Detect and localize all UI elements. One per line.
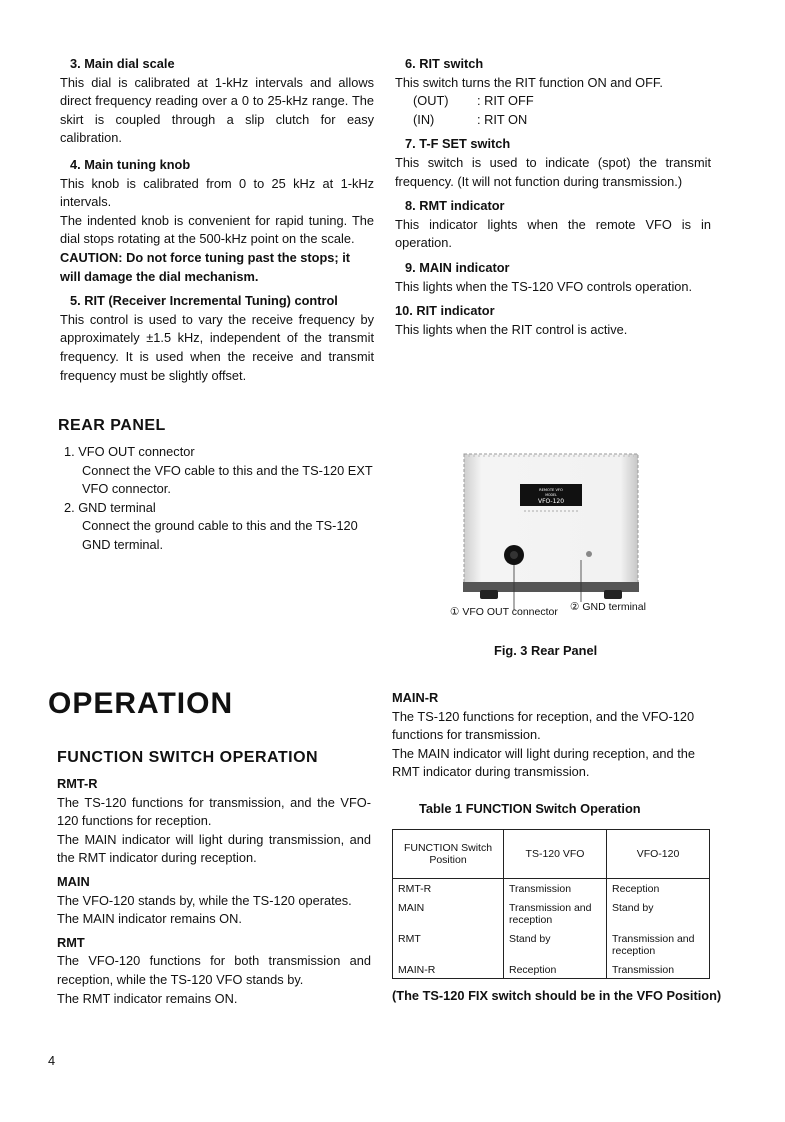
table-row [393,879,710,898]
main-body-1: The VFO-120 stands by, while the TS-120 operates. [57,892,352,908]
rit-out-label: (OUT) [413,93,449,109]
table-cell: MAIN-R [393,960,504,979]
rmt-title: RMT [57,934,85,950]
left-column [60,55,374,385]
section-9-title: 9. MAIN indicator [405,259,510,275]
right-column [395,55,711,339]
rear-panel-list [64,443,376,555]
table-cell: Reception [607,879,710,898]
rit-switch-states [395,92,711,129]
mainr-section [392,689,710,782]
callout-1-text: VFO OUT connector [462,606,558,618]
callout-2-number: ② [570,601,580,613]
section-3-body: This dial is calibrated at 1-kHz intervals and allows direct frequency reading over a 0 to 25-kHz range. The skirt is coupled through a slip clutch for easy calibration. [60,74,374,146]
rit-in-value: : RIT ON [477,111,528,127]
rmtr-title: RMT-R [57,776,98,791]
rmt-body-2: The RMT indicator remains ON. [57,990,238,1006]
vfo-cabinet [464,454,638,584]
right-foot [604,590,622,599]
function-table [392,829,710,979]
table-caption: Table 1 FUNCTION Switch Operation [419,801,641,816]
operation-title: OPERATION [48,687,234,720]
rear-item-1-title: 1. VFO OUT connector [64,444,195,459]
mainr-title: MAIN-R [392,690,439,705]
section-3-title: 3. Main dial scale [70,56,175,71]
rmt-body-1: The VFO-120 functions for both transmission and reception, while the TS-120 VFO stands by. [57,953,371,987]
table-note: (The TS-120 FIX switch should be in the VFO Position) [392,988,722,1003]
page-number: 4 [48,1053,56,1068]
table-cell: RMT [393,929,504,960]
table-cell: Stand by [607,898,710,929]
table-cell: Transmission and reception [607,929,710,960]
table-cell: RMT-R [393,879,504,898]
callout-2-text: GND terminal [582,601,646,613]
rear-item-1-body: Connect the VFO cable to this and the TS-120 EXT VFO connector. [82,462,373,497]
section-4-title: 4. Main tuning knob [70,156,191,172]
table-cell: MAIN [393,898,504,929]
rear-item-2-title: 2. GND terminal [64,499,156,515]
header-position: FUNCTION Switch Position [393,830,504,879]
section-4-body-2: The indented knob is convenient for rapid tuning. The dial stops rotating at the 500-kHz point on the scale. [60,212,374,247]
section-5-title: 5. RIT (Receiver Incremental Tuning) control [70,293,338,309]
table-cell: Transmission [607,960,710,979]
section-8-title: 8. RMT indicator [405,198,505,214]
main-body-2: The MAIN indicator remains ON. [57,911,242,927]
callout-2 [570,600,646,614]
mainr-body-2: The MAIN indicator will light during reception, and the RMT indicator during transmission. [392,745,696,780]
section-9-body: This lights when the TS-120 VFO controls operation. [395,278,693,294]
table-cell: Transmission and reception [504,898,607,929]
rit-in-label: (IN) [413,111,435,127]
table-row [393,929,710,960]
function-table-wrap [392,829,710,979]
table-cell: Transmission [504,879,607,898]
function-switch-title: FUNCTION SWITCH OPERATION [57,749,319,766]
rear-item-2-body: Connect the ground cable to this and the TS-120 GND terminal. [82,518,358,552]
plate-line-1: REMOTE VFO [539,488,563,492]
table-row [393,960,710,979]
table-cell: Reception [504,960,607,979]
rear-panel-photo [460,444,642,614]
callout-1 [450,605,558,619]
plate-line-3: VFO-120 [537,498,565,505]
section-5-body: This control is used to vary the receive frequency by approximately ±1.5 kHz, independent of the transmit frequency. It is used when the receive and transmit frequency must be slightly offset. [60,311,374,383]
header-vfo120: VFO-120 [607,830,710,879]
plate-line-2: MODEL [545,493,557,497]
mainr-body-1: The TS-120 functions for reception, and the VFO-120 functions for transmission. [392,708,695,743]
main-title: MAIN [57,873,90,889]
section-6-body: This switch turns the RIT function ON and OFF. [395,74,663,90]
section-10-title: 10. RIT indicator [395,303,495,319]
function-switch-modes [57,775,371,1008]
table-row [393,898,710,929]
left-foot [480,590,498,599]
rear-panel-title: REAR PANEL [58,417,166,434]
rmtr-body-2: The MAIN indicator will light during transmission, and the RMT indicator during reception. [57,831,371,866]
table-cell: Stand by [504,929,607,960]
table-header-row [393,830,710,879]
rit-out-value: : RIT OFF [477,93,534,109]
rmtr-body-1: The TS-120 functions for transmission, and the VFO-120 functions for reception. [57,794,371,829]
section-7-body: This switch is used to indicate (spot) the transmit frequency. (It will not function during transmission.) [395,154,711,189]
section-8-body: This indicator lights when the remote VFO is in operation. [395,216,711,251]
figure-caption: Fig. 3 Rear Panel [494,643,598,658]
gnd-terminal [586,551,592,557]
section-4-body-1: This knob is calibrated from 0 to 25 kHz at 1-kHz intervals. [60,175,374,210]
section-7-title: 7. T-F SET switch [405,136,511,152]
callout-1-number: ① [450,606,460,618]
section-10-body: This lights when the RIT control is active. [395,321,628,337]
section-4-caution: CAUTION: Do not force tuning past the stops; it will damage the dial mechanism. [60,249,351,284]
section-6-title: 6. RIT switch [405,56,484,71]
header-ts120: TS-120 VFO [504,830,607,879]
